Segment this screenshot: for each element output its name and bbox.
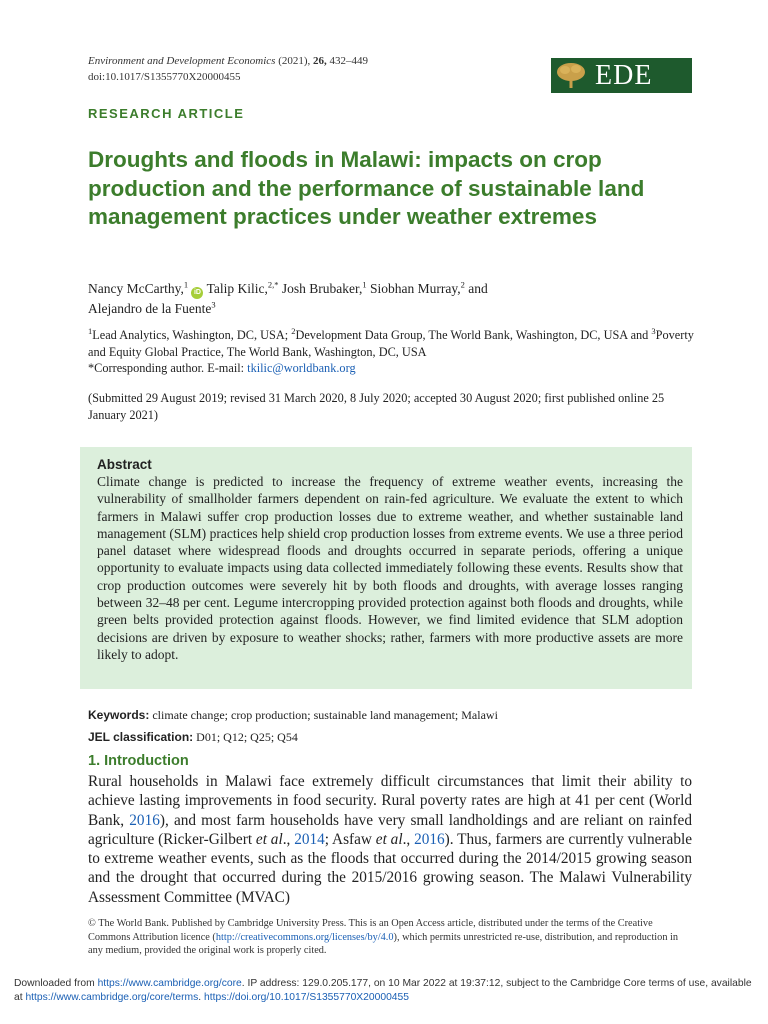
affiliation-3: Poverty and Equity Global Practice, The World Bank, Washington, DC, USA [88, 328, 694, 359]
intro-text: ., [282, 830, 295, 848]
intro-paragraph [88, 772, 692, 907]
corresponding-label: *Corresponding author. E-mail: [88, 361, 245, 375]
affil-sup: 1 [88, 325, 93, 336]
author-name: Josh Brubaker, [281, 281, 363, 296]
corresponding-author [88, 360, 698, 377]
footer-text: . [198, 992, 205, 1003]
article-title: Droughts and floods in Malawi: impacts on crop production and the performance of sustainable land management practices under weather extremes [88, 147, 645, 229]
abstract-text: Climate change is predicted to increase the frequency of extreme weather events, increasing the vulnerability of smallholder farmers dependent on rain-fed agriculture. We evaluate the extent to which farmers in Malawi suffer crop production losses due to extreme weather, and whether sustainable land management (SLM) practices help shield crop production losses from extreme events. We use a three period panel dataset where widespread floods and droughts occurred in separate periods, offering a unique opportunity to evaluate impacts using data collected immediately following these events. Results show that crop production outcomes were severely hit by both floods and droughts, with average losses ranging between 32–48 per cent. Legume intercropping provided protection against both floods and droughts, while green belts provided protection against floods. However, we find limited evidence that SLM adoption decisions are driven by exposure to weather shocks; rather, farmers with more productive assets are more likely to adopt. [97, 474, 683, 662]
author-affil-sup: 2,* [267, 279, 279, 290]
abstract-box [80, 447, 692, 689]
affil-sup: 2 [291, 325, 296, 336]
author-affil-sup: 3 [211, 299, 216, 310]
keywords [88, 707, 698, 723]
jel-classification [88, 729, 698, 745]
author-affil-sup: 1 [183, 279, 189, 290]
citation-link[interactable]: 2016 [414, 830, 445, 848]
keywords-value: climate change; crop production; sustainable land management; Malawi [152, 708, 498, 722]
download-footer [14, 977, 754, 1005]
affil-sup: 3 [651, 325, 656, 336]
author-affil-sup: 1 [362, 279, 367, 290]
author-name: Siobhan Murray, [370, 281, 461, 296]
affiliation-1: Lead Analytics, Washington, DC, USA; [92, 328, 289, 342]
copyright-text: ), which permits unrestricted re-use, distribution, and reproduction in any medium, provided the original work is properly cited. [88, 931, 679, 956]
journal-line [88, 53, 368, 69]
affiliations [88, 327, 698, 377]
intro-text: ), and most farm households have very small landholdings and are reliant on rainfed agriculture (Ricker-Gilbert [88, 811, 692, 848]
journal-year: (2021), [278, 55, 311, 67]
author-list [88, 279, 688, 318]
footer-text: Downloaded from [14, 978, 98, 989]
intro-text: Rural households in Malawi face extremely difficult circumstances that limit their ability to achieve lasting improvements in food security. Rural poverty rates are high at 41 per cent (World Bank, [88, 773, 692, 829]
section-heading: 1. Introduction [88, 753, 189, 769]
journal-doi: doi:10.1017/S1355770X20000455 [88, 71, 241, 83]
intro-text: ). Thus, farmers are currently vulnerable to extreme weather events, such as the floods that occurred during the 2014/2015 growing season and the drought that occurred during the 2015/2016 growing season. The Malawi Vulnerability Assessment Committee (MVAC) [88, 830, 693, 906]
copyright-notice [88, 917, 694, 958]
doi-link[interactable]: https://doi.org/10.1017/S1355770X20000455 [204, 992, 409, 1003]
author-name: Nancy McCarthy, [88, 281, 184, 296]
orcid-icon[interactable]: iD [191, 287, 203, 299]
journal-name: Environment and Development Economics [88, 55, 276, 67]
affiliation-2: Development Data Group, The World Bank, Washington, DC, USA and [295, 328, 649, 342]
terms-link[interactable]: https://www.cambridge.org/core/terms [25, 992, 199, 1003]
journal-citation [88, 53, 368, 85]
abstract-heading: Abstract [97, 457, 152, 472]
citation-link[interactable]: 2016 [129, 811, 160, 829]
jel-label: JEL classification: [88, 730, 194, 744]
logo-text: EDE [595, 60, 653, 91]
authors-and: and [468, 281, 488, 296]
copyright-text: © The World Bank. Published by Cambridge University Press. This is an Open Access article, distributed under the terms of the Creative Commons Attribution licence ( [88, 918, 653, 943]
cambridge-core-link[interactable]: https://www.cambridge.org/core [97, 978, 242, 989]
affiliation-lines [88, 327, 698, 360]
author-name: Talip Kilic, [206, 281, 268, 296]
et-al: et al [255, 830, 283, 848]
keywords-label: Keywords: [88, 708, 150, 722]
journal-volume: 26, [313, 55, 327, 67]
journal-logo [551, 58, 692, 93]
intro-text: ; Asfaw [324, 830, 372, 848]
et-al: et al [375, 830, 403, 848]
citation-link[interactable]: 2014 [294, 830, 325, 848]
intro-text: ., [402, 830, 415, 848]
footer-text: . IP address: 129.0.205.177, on 10 Mar 2022 at 19:37:12, subject to the Cambridge Core terms of use, available at [14, 978, 752, 1003]
jel-value: D01; Q12; Q25; Q54 [196, 730, 298, 744]
author-affil-sup: 2 [460, 279, 465, 290]
submission-history: (Submitted 29 August 2019; revised 31 March 2020, 8 July 2020; accepted 30 August 2020; first published online 25 January 2021) [88, 391, 665, 422]
license-link[interactable]: http://creativecommons.org/licenses/by/4.0 [215, 931, 394, 943]
tree-icon [551, 58, 591, 93]
author-name: Alejandro de la Fuente [88, 301, 212, 316]
journal-pages: 432–449 [329, 55, 369, 67]
article-type: RESEARCH ARTICLE [88, 106, 245, 121]
email-link[interactable]: tkilic@worldbank.org [247, 361, 356, 375]
